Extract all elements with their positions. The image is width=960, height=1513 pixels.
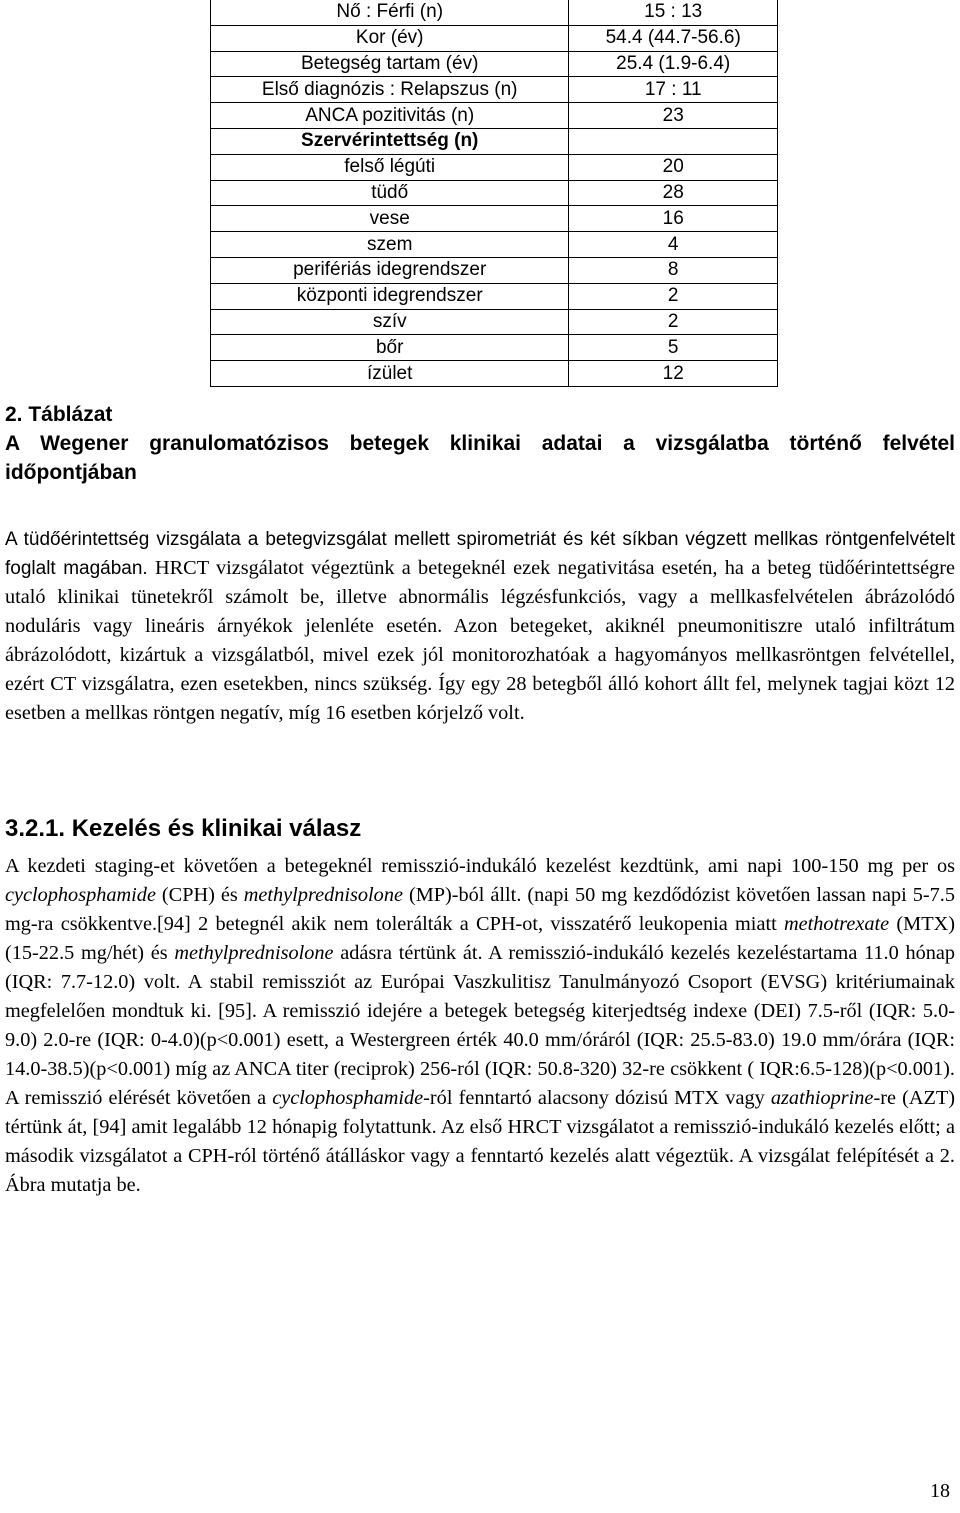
table-cell-label: Szervérintettség (n) <box>211 128 569 154</box>
table-cell-value: 5 <box>569 335 778 361</box>
table-caption-number: 2. Táblázat <box>5 403 113 426</box>
drug-name: azathioprine <box>770 1087 874 1109</box>
table-row <box>211 309 778 335</box>
table-cell-value: 23 <box>569 103 778 129</box>
drug-name: methylprednisolone <box>243 884 403 906</box>
page-number: 18 <box>930 1480 950 1502</box>
section-heading: 3.2.1. Kezelés és klinikai válasz <box>5 815 362 842</box>
table-cell-label: szem <box>211 232 569 258</box>
table-cell-value: 28 <box>569 180 778 206</box>
table-cell-value: 4 <box>569 232 778 258</box>
text-segment: -re (AZT) tértünk át, [94] amit legalább 12 hónapig folytattunk. Az első HRCT vizsgálatot a remisszió-indukáló kezelés előtt; a második vizsgálatot a CPH-ról történő átálláskor vagy a fenntartó kezelés alatt végeztük. A vizsgálat felépítését a 2. Ábra mutatja be. <box>5 1087 956 1196</box>
clinical-data-table-wrapper <box>210 0 778 387</box>
table-row <box>211 257 778 283</box>
text-segment: (CPH) és <box>155 884 244 906</box>
paragraph-lung-examination <box>5 525 955 728</box>
table-cell-label: ízület <box>211 361 569 387</box>
table-row <box>211 77 778 103</box>
drug-name: methotrexate <box>784 913 890 935</box>
clinical-data-table <box>210 0 778 387</box>
paragraph-treatment <box>5 852 955 1200</box>
table-cell-value: 54.4 (44.7-56.6) <box>569 25 778 51</box>
table-cell-label: tüdő <box>211 180 569 206</box>
table-cell-label: felső légúti <box>211 154 569 180</box>
table-cell-label: szív <box>211 309 569 335</box>
table-cell-label: Első diagnózis : Relapszus (n) <box>211 77 569 103</box>
drug-name: cyclophosphamide <box>272 1087 424 1109</box>
table-row <box>211 0 778 25</box>
table-row <box>211 206 778 232</box>
table-row <box>211 128 778 154</box>
table-row <box>211 51 778 77</box>
table-cell-label: vese <box>211 206 569 232</box>
table-row <box>211 232 778 258</box>
table-cell-value: 2 <box>569 283 778 309</box>
table-cell-value: 8 <box>569 257 778 283</box>
drug-name: methylprednisolone <box>174 942 334 964</box>
table-row <box>211 103 778 129</box>
drug-name: cyclophosphamide <box>5 884 156 906</box>
paragraph-rest: HRCT vizsgálatot végeztünk a betegeknél ezek negativitása esetén, ha a beteg tüdőérintettségre utaló klinikai tünetekről számolt be, illetve abnormális légzésfunkciós, vagy a mellkasfelvételen ábrázolódó noduláris vagy lineáris árnyékok jelenléte esetén. Azon betegeket, akiknél pneumonitiszre utaló infiltrátum ábrázolódott, kizártuk a vizsgálatból, mivel ezek jól monitorozhatóak a hagyományos mellkasröntgen felvétellel, ezért CT vizsgálatra, ezen esetekben, nincs szükség. Így egy 28 betegből álló kohort állt fel, melynek tagjai közt 12 esetben a mellkas röntgen negatív, míg 16 esetben kórjelző volt. <box>5 557 955 724</box>
text-segment: (MP)-ból állt. (napi 50 mg kezdődózist követően lassan napi 5-7.5 mg-ra csökkentve.[94] 2 betegnél akik nem tolerálták a CPH-ot, visszatérő leukopenia miatt <box>5 884 955 935</box>
table-cell-label: perifériás idegrendszer <box>211 257 569 283</box>
table-cell-label: bőr <box>211 335 569 361</box>
table-cell-value: 12 <box>569 361 778 387</box>
table-cell-label: ANCA pozitivitás (n) <box>211 103 569 129</box>
table-cell-value: 25.4 (1.9-6.4) <box>569 51 778 77</box>
table-cell-value: 17 : 11 <box>569 77 778 103</box>
table-caption-title: A Wegener granulomatózisos betegek klinikai adatai a vizsgálatba történő felvétel időpontjában <box>5 432 955 484</box>
table-cell-label: központi idegrendszer <box>211 283 569 309</box>
table-row <box>211 283 778 309</box>
text-segment: (MTX) (15-22.5 mg/hét) és <box>5 913 955 964</box>
table-row <box>211 25 778 51</box>
paragraph-lead-sentence: A tüdőérintettség vizsgálata a betegvizsgálat mellett spirometriát és két síkban végzett mellkas röntgenfelvételt foglalt magában. <box>5 529 955 579</box>
table-row <box>211 335 778 361</box>
text-segment: -ról fenntartó alacsony dózisú MTX vagy <box>423 1087 771 1109</box>
table-row <box>211 180 778 206</box>
text-segment: A kezdeti staging-et követően a betegeknél remisszió-indukáló kezelést kezdtünk, ami napi 100-150 mg per os <box>5 855 955 877</box>
table-cell-label: Betegség tartam (év) <box>211 51 569 77</box>
table-cell-value: 20 <box>569 154 778 180</box>
table-cell-value <box>569 128 778 154</box>
table-cell-value: 2 <box>569 309 778 335</box>
table-cell-value: 16 <box>569 206 778 232</box>
text-segment: adásra tértünk át. A remisszió-indukáló kezelés kezeléstartama 11.0 hónap (IQR: 7.7-12.0) volt. A stabil remissziót az Európai Vaszkulitisz Tanulmányozó Csoport (EVSG) kritériumainak megfelelően mondtuk ki. [95]. A remisszió idejére a betegek betegség kiterjedtség indexe (DEI) 7.5-ről (IQR: 5.0-9.0) 2.0-re (IQR: 0-4.0)(p<0.001) esett, a Westergreen érték 40.0 mm/óráról (IQR: 25.5-83.0) 19.0 mm/órára (IQR: 14.0-38.5)(p<0.001) míg az ANCA titer (reciprok) 256-ról (IQR: 50.8-320) 32-re csökkent ( IQR:6.5-128)(p<0.001). A remisszió elérését követően a <box>5 942 956 1109</box>
table-row <box>211 361 778 387</box>
table-cell-value: 15 : 13 <box>569 0 778 25</box>
table-row <box>211 154 778 180</box>
table-caption <box>5 400 955 487</box>
table-cell-label: Nő : Férfi (n) <box>211 0 569 25</box>
table-cell-label: Kor (év) <box>211 25 569 51</box>
